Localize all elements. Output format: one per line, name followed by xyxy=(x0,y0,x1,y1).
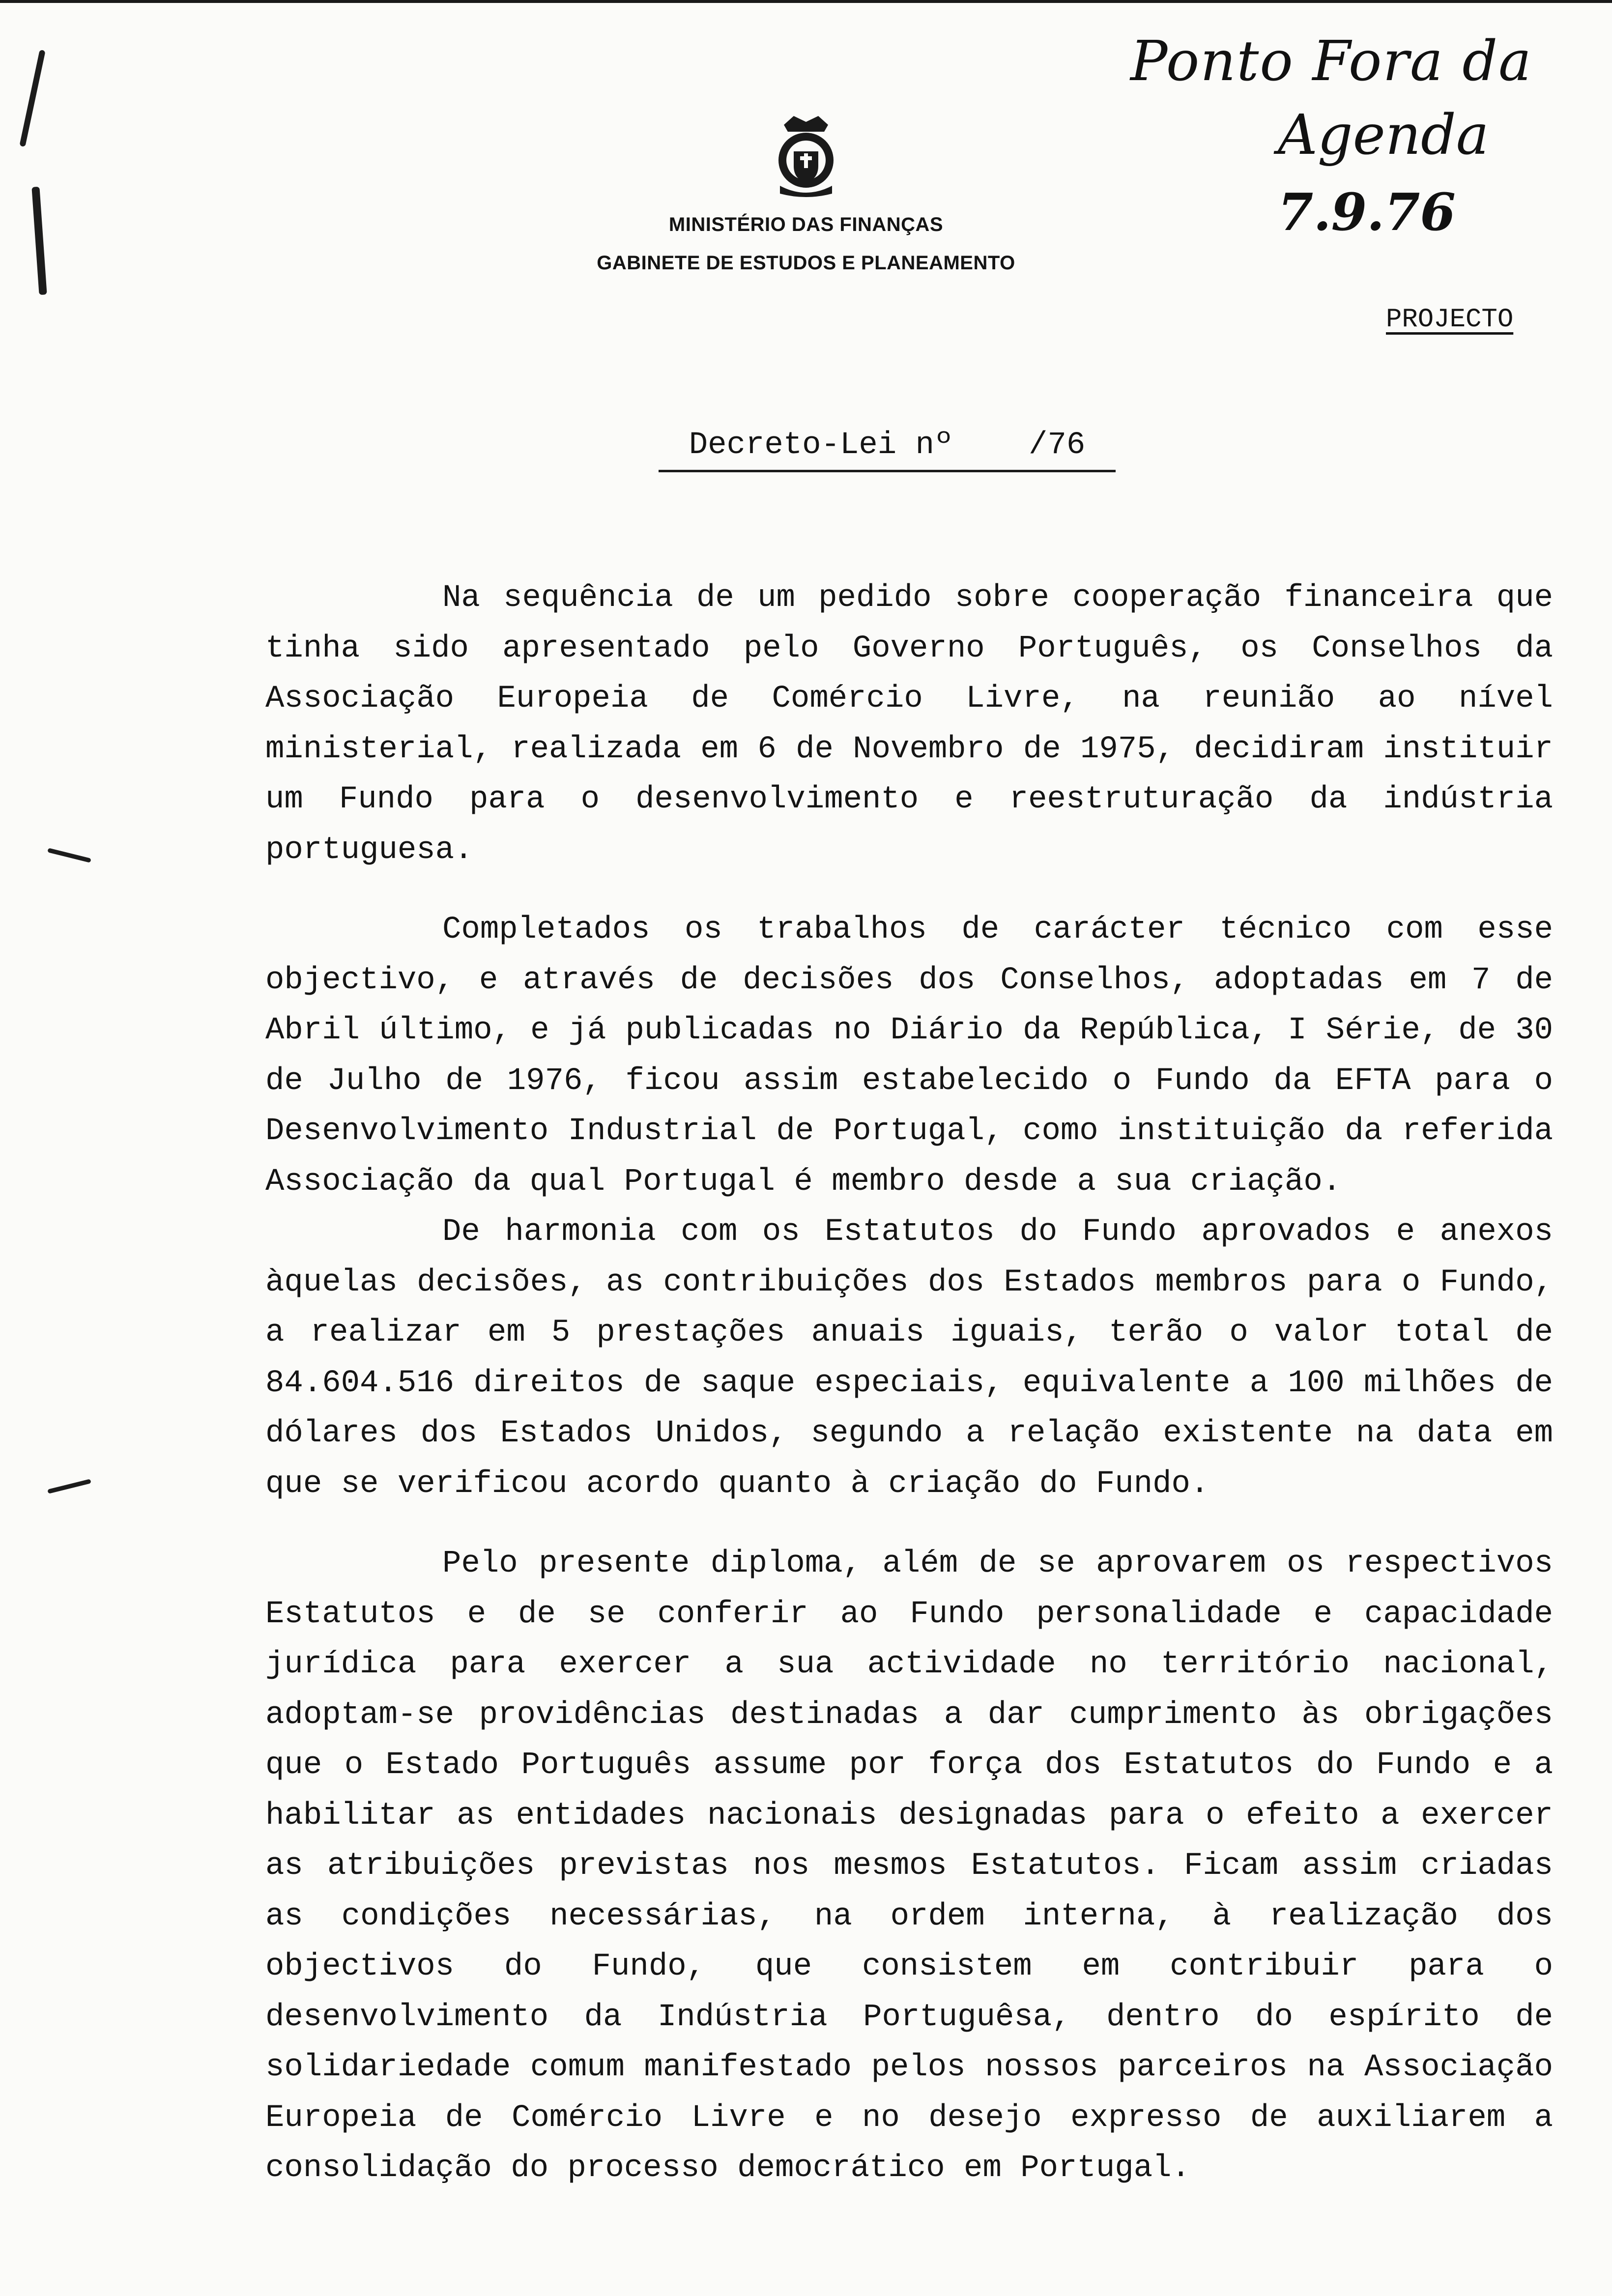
paragraph-3: De harmonia com os Estatutos do Fundo aprovados e anexos àquelas decisões, as contribuições dos Estados membros para o Fundo, a realizar em 5 prestações anuais iguais, terão o valor total de 84.604.516 direitos de saque especiais, equivalente a 100 milhões de dólares dos Estados Unidos, segundo a relação existente na data em que se verificou acordo quanto à criação do Fundo. xyxy=(265,1214,1553,1502)
paragraph-1: Na sequência de um pedido sobre cooperação financeira que tinha sido apresentado pelo Governo Português, os Conselhos da Associação Europeia de Comércio Livre, na reunião ao nível ministerial, realizada em 6 de Novembro de 1975, decidiram instituir um Fundo para o desenvolvimento e reestruturação da indústria portuguesa. xyxy=(265,580,1553,868)
paragraph-4: Pelo presente diploma, além de se aprovarem os respectivos Estatutos e de se conferir ao Fundo personalidade e capacidade jurídica para exercer a sua actividade no território nacional, adoptam-se providências destinadas a dar cumprimento às obrigações que o Estado Português assume por força dos Estatutos do Fundo e a habilitar as entidades nacionais designadas para o efeito a exercer as atribuições previstas nos mesmos Estatutos. Ficam assim criadas as condições necessárias, na ordem interna, à realização dos objectivos do Fundo, que consistem em contribuir para o desenvolvimento da Indústria Portuguêsa, dentro do espírito de solidariedade comum manifestado pelos nossos parceiros na Associação Europeia de Comércio Livre e no desejo expresso de auxiliarem a consolidação do processo democrático em Portugal. xyxy=(265,1546,1553,2186)
margin-tick-2 xyxy=(47,1479,91,1494)
margin-stroke-2 xyxy=(31,187,47,295)
letterhead xyxy=(536,112,1076,273)
office-name: GABINETE DE ESTUDOS E PLANEAMENTO xyxy=(597,252,1015,274)
margin-tick-1 xyxy=(47,848,91,863)
decree-title: Decreto-Lei nº /76 xyxy=(659,421,1116,472)
top-edge-line xyxy=(0,0,1612,3)
handwritten-line-2: Agenda xyxy=(1278,103,1489,167)
handwritten-date: 7.9.76 xyxy=(1278,182,1456,242)
draft-stamp: PROJECTO xyxy=(1386,305,1514,335)
crest-icon xyxy=(769,112,843,198)
margin-stroke-1 xyxy=(19,50,45,147)
ministry-name: MINISTÉRIO DAS FINANÇAS xyxy=(668,214,944,235)
document-body xyxy=(265,573,1553,2194)
handwritten-line-1: Ponto Fora da xyxy=(1130,29,1532,93)
paragraph-2: Completados os trabalhos de carácter técnico com esse objectivo, e através de decisões dos Conselhos, adoptadas em 7 de Abril último, e já publicadas no Diário da República, I Série, de 30 de Julho de 1976, ficou assim estabelecido o Fundo da EFTA para o Desenvolvimento Industrial de Portugal, como instituição da referida Associação da qual Portugal é membro desde a sua criação. xyxy=(265,912,1553,1200)
